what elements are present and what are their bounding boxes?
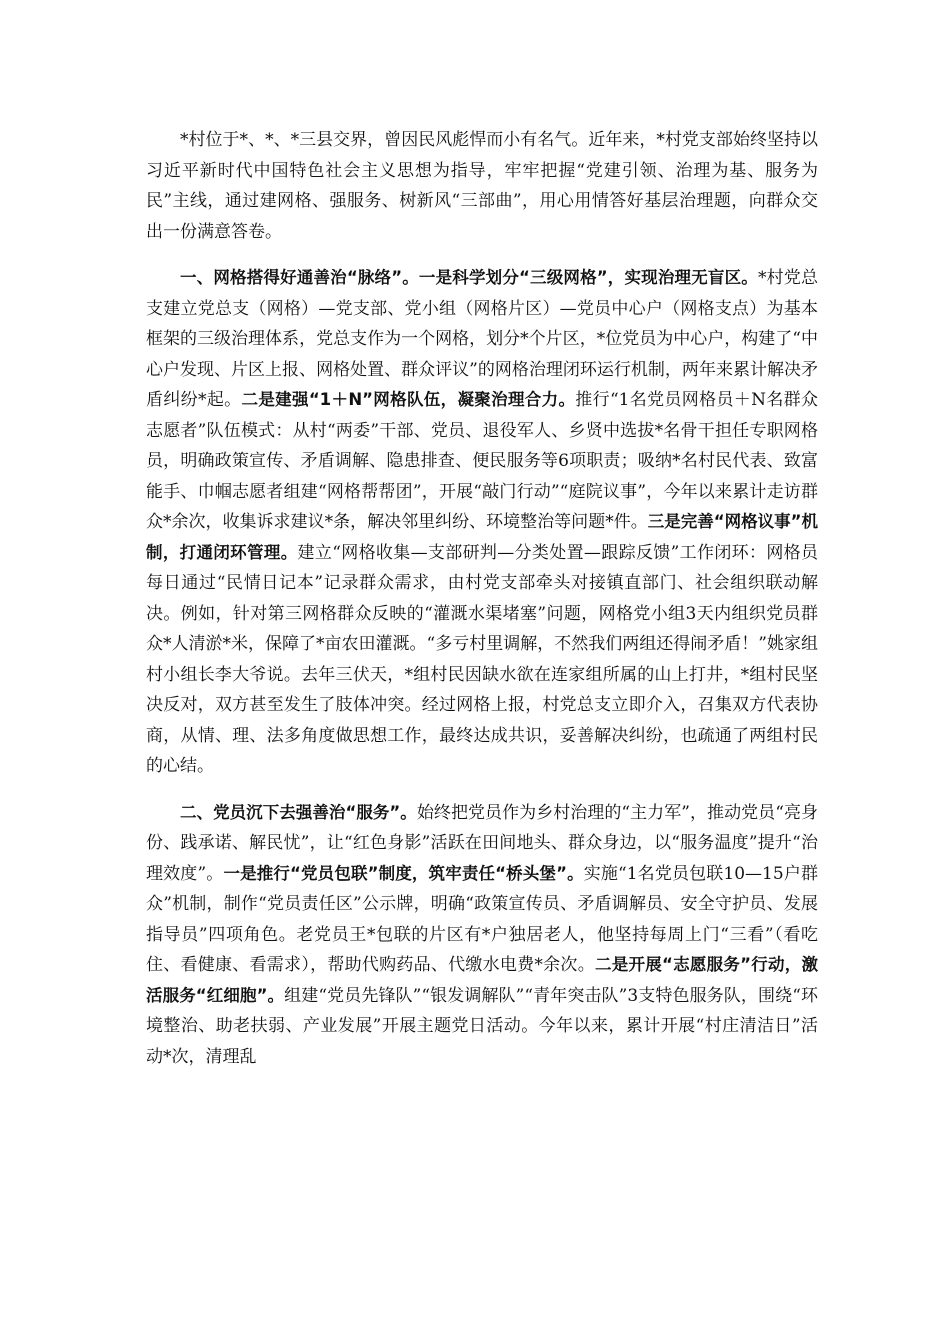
intro-text: *村位于*、*、*三县交界，曾因民风彪悍而小有名气。近年来，*村党支部始终坚持以习近平新时代中国特色社会主义思想为指导，牢牢把握“党建引领、治理为基、服务为民”主线，通过建网格、强服务、树新风“三部曲”，用心用情答好基层治理题，向群众交出一份满意答卷。 [146,130,818,242]
section-one-subheading-3: 三是完善“网格议事”机制，打通闭环管理。 [146,512,818,562]
section-two-subheading-1: 一是推行“党员包联”制度，筑牢责任“桥头堡”。 [223,863,584,883]
section-two-text-2: 实施“1名党员包联10—15户群众”机制，制作“党员责任区”公示牌，明确“政策宣传员、矛盾调解员、安全守护员、发展指导员”四项角色。老党员王*包联的片区有*户独居老人，他坚持每周上门“三看”（看吃住、看健康、看需求），帮助代购药品、代缴水电费*余次。 [146,863,818,975]
section-one-text-1: *村党总支建立党总支（网格）—党支部、党小组（网格片区）—党员中心户（网格支点）为基本框架的三级治理体系，党总支作为一个网格，划分*个片区，*位党员为中心户，构建了“中心户发现、片区上报、网格处置、群众评议”的网格治理闭环运行机制，两年来累计解决矛盾纠纷*起。 [146,268,819,410]
section-one-text-3: 建立“网格收集—支部研判—分类处置—跟踪反馈”工作闭环：网格员每日通过“民情日记本”记录群众需求，由村党支部牵头对接镇直部门、社会组织联动解决。例如，针对第三网格群众反映的“灌溉水渠堵塞”问题，网格党小组3天内组织党员群众*人清淤*米，保障了*亩农田灌溉。“多亏村里调解，不然我们两组还得闹矛盾！”姚家组村小组长李大爷说。去年三伏天，*组村民因缺水欲在连家组所属的山上打井，*组村民坚决反对，双方甚至发生了肢体冲突。经过网格上报，村党总支立即介入，召集双方代表协商，从情、理、法多角度做思想工作，最终达成共识，妥善解决纠纷，也疏通了两组村民的心结。 [146,542,818,776]
section-two-heading: 二、党员沉下去强善治“服务”。 [180,802,417,822]
section-two-text-1: 始终把党员作为乡村治理的“主力军”，推动党员“亮身份、践承诺、解民忧”，让“红色身影”活跃在田间地头、群众身边，以“服务温度”提升“治理效度”。 [146,802,818,884]
section-one-paragraph [146,263,818,782]
section-two-subheading-2: 二是开展“志愿服务”行动，激活服务“红细胞”。 [146,955,818,1005]
section-one-subheading-2: 二是建强“1＋N”网格队伍，凝聚治理合力。 [241,390,576,409]
intro-paragraph [146,125,818,247]
section-one-text-2: 推行“1名党员网格员＋N名群众志愿者”队伍模式：从村“两委”干部、党员、退役军人、乡贤中选拔*名骨干担任专职网格员，明确政策宣传、矛盾调解、隐患排查、便民服务等6项职责；吸纳*名村民代表、致富能手、巾帼志愿者组建“网格帮帮团”，开展“敲门行动”“庭院议事”，今年以来累计走访群众*余次，收集诉求建议*条，解决邻里纠纷、环境整治等问题*件。 [146,390,818,532]
section-one-heading: 一、网格搭得好通善治“脉络”。一是科学划分“三级网格”，实现治理无盲区。 [180,268,758,287]
section-two-text-3: 组建“党员先锋队”“银发调解队”“青年突击队”3支特色服务队，围绕“环境整治、助老扶弱、产业发展”开展主题党日活动。今年以来，累计开展“村庄清洁日”活动*次，清理乱 [146,985,818,1067]
document-page [146,125,818,1088]
section-two-paragraph [146,798,818,1073]
